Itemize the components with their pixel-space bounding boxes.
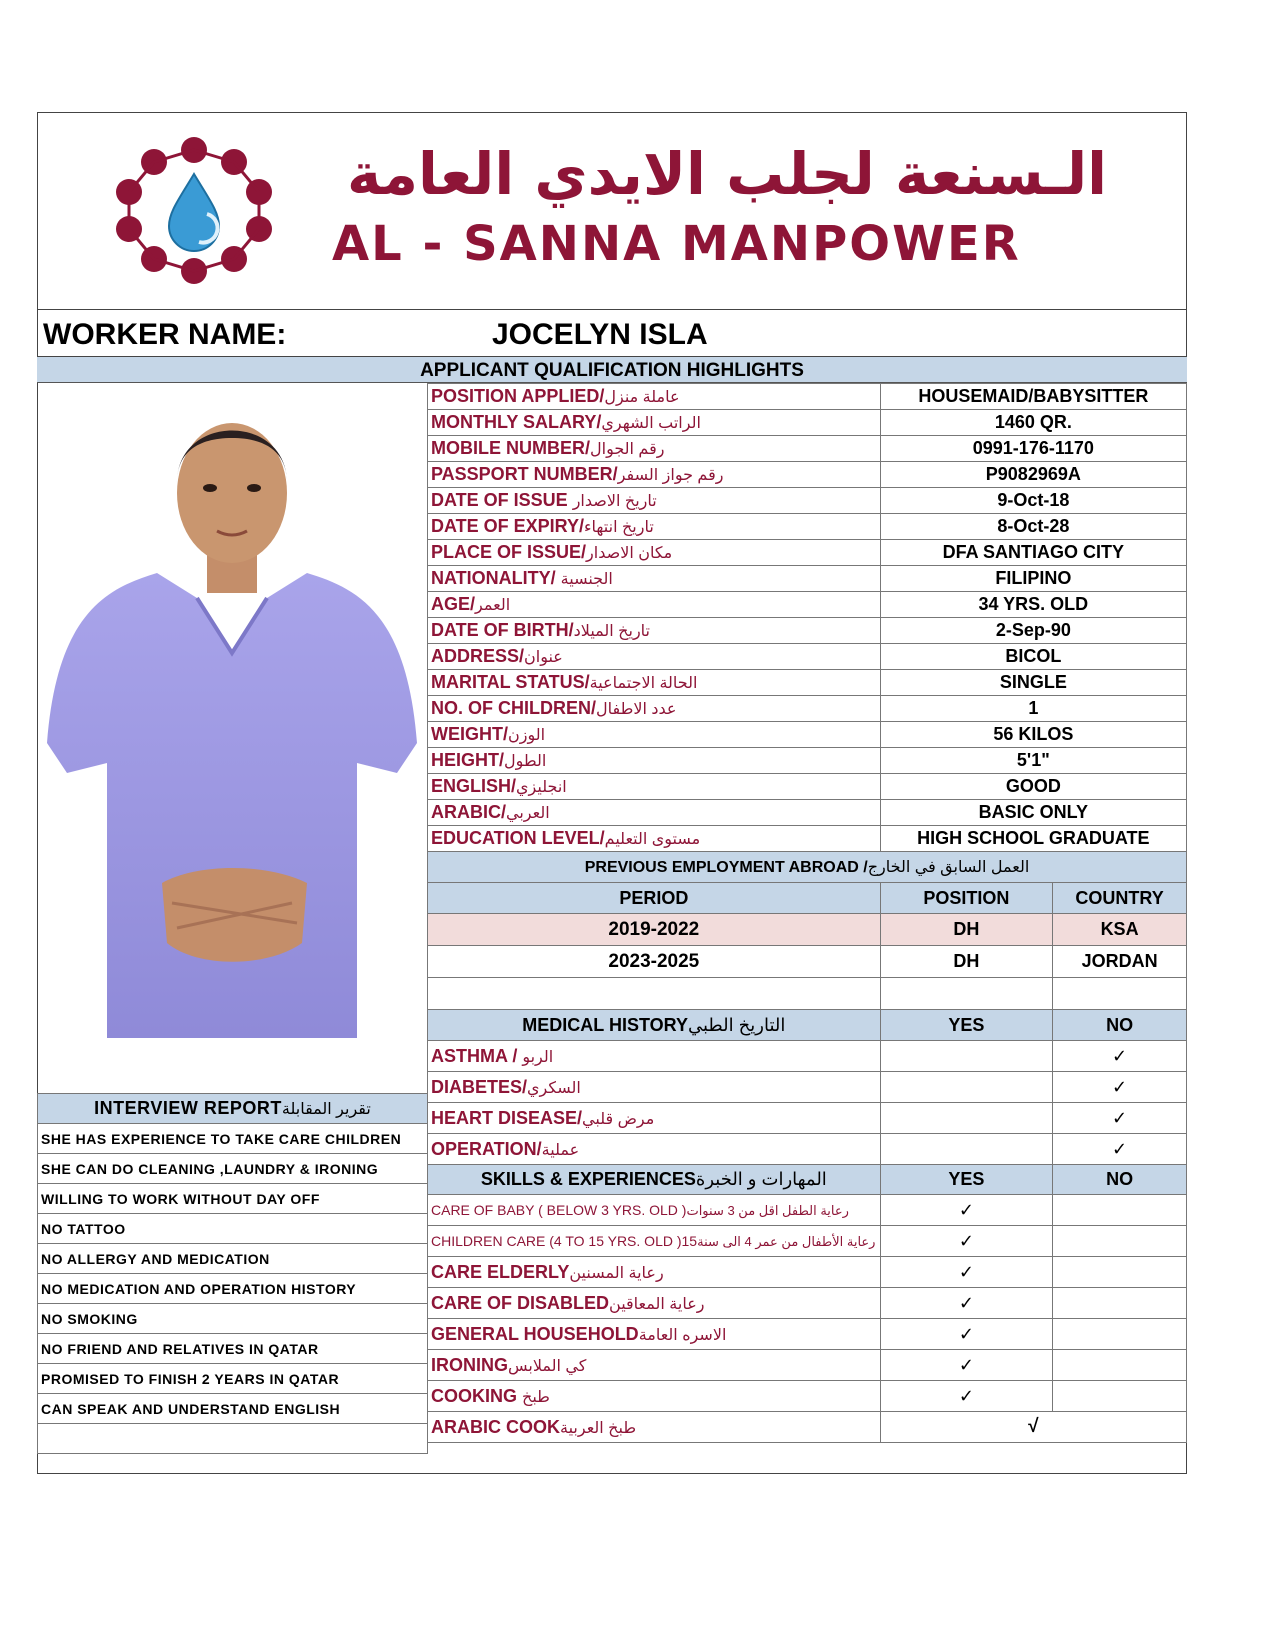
worker-name-value: JOCELYN ISLA — [492, 318, 708, 351]
skill-row — [428, 1257, 1187, 1288]
detail-label-arabic: عاملة منزل — [604, 389, 680, 406]
interview-item: NO SMOKING — [38, 1304, 428, 1334]
skills-title: SKILLS & EXPERIENCES — [480, 1169, 696, 1189]
skill-no-mark — [1053, 1226, 1187, 1257]
skill-label — [428, 1381, 881, 1412]
skill-label — [428, 1257, 881, 1288]
detail-label-arabic: انجليزي — [516, 779, 567, 796]
detail-label-arabic: الحالة الاجتماعية — [589, 675, 698, 692]
medical-label-text: HEART DISEASE/ — [431, 1107, 583, 1128]
medical-row — [428, 1072, 1187, 1103]
skill-label — [428, 1412, 881, 1443]
detail-label — [428, 826, 881, 852]
medical-yes-mark — [880, 1103, 1052, 1134]
detail-label-arabic: عنوان — [524, 649, 563, 666]
medical-no-mark: ✓ — [1053, 1041, 1187, 1072]
medical-label — [428, 1072, 881, 1103]
detail-label-arabic: مستوى التعليم — [604, 831, 701, 848]
detail-label — [428, 618, 881, 644]
detail-row — [428, 410, 1187, 436]
interview-report-heading — [38, 1094, 428, 1124]
employment-row — [428, 946, 1187, 978]
applicant-photo — [37, 383, 427, 1093]
interview-item: CAN SPEAK AND UNDERSTAND ENGLISH — [38, 1394, 428, 1424]
medical-label-text: ASTHMA / — [431, 1045, 523, 1066]
company-name-arabic: الـسنعة لجلب الايدي العامة — [346, 140, 1108, 208]
detail-label-text: DATE OF ISSUE — [431, 490, 573, 510]
medical-no-mark: ✓ — [1053, 1134, 1187, 1165]
skill-label-text: CARE OF DISABLED — [431, 1292, 610, 1313]
detail-value: BASIC ONLY — [880, 800, 1186, 826]
detail-label-arabic: العربي — [506, 805, 550, 822]
detail-label-text: DATE OF BIRTH/ — [431, 620, 574, 640]
skills-no-header: NO — [1053, 1165, 1187, 1195]
skill-label-arabic: رعاية المعاقين — [609, 1295, 705, 1313]
skill-label — [428, 1226, 881, 1257]
detail-label-text: ENGLISH/ — [431, 776, 517, 796]
employment-title-arabic: العمل السابق في الخارج — [867, 859, 1030, 876]
detail-row — [428, 488, 1187, 514]
medical-no-mark: ✓ — [1053, 1072, 1187, 1103]
detail-label-text: HEIGHT/ — [431, 750, 505, 770]
detail-label — [428, 644, 881, 670]
employment-period: 2023-2025 — [428, 946, 881, 978]
detail-value: 9-Oct-18 — [880, 488, 1186, 514]
employment-col-position: POSITION — [880, 883, 1052, 914]
employment-col-country: COUNTRY — [1053, 883, 1187, 914]
detail-value: GOOD — [880, 774, 1186, 800]
medical-row — [428, 1103, 1187, 1134]
skill-row — [428, 1288, 1187, 1319]
detail-row — [428, 748, 1187, 774]
skill-row — [428, 1350, 1187, 1381]
skill-yes-mark: ✓ — [880, 1350, 1052, 1381]
detail-value: FILIPINO — [880, 566, 1186, 592]
detail-label — [428, 410, 881, 436]
detail-label-text: ARABIC/ — [431, 802, 506, 822]
detail-row — [428, 462, 1187, 488]
skill-row-arabic-cook — [428, 1412, 1187, 1443]
detail-value: 5'1" — [880, 748, 1186, 774]
detail-label-text: MONTHLY SALARY/ — [431, 412, 602, 432]
medical-label-arabic: عملية — [541, 1141, 580, 1159]
detail-value: 56 KILOS — [880, 722, 1186, 748]
skill-row — [428, 1195, 1187, 1226]
detail-row — [428, 826, 1187, 852]
detail-label-text: WEIGHT/ — [431, 724, 508, 744]
detail-label-text: MOBILE NUMBER/ — [431, 438, 590, 458]
medical-label — [428, 1041, 881, 1072]
detail-label-text: PASSPORT NUMBER/ — [431, 464, 618, 484]
detail-row — [428, 670, 1187, 696]
detail-row — [428, 800, 1187, 826]
detail-label-arabic: تاريخ انتهاء — [584, 519, 654, 536]
detail-value: HIGH SCHOOL GRADUATE — [880, 826, 1186, 852]
detail-label-arabic: رقم جواز السفر — [617, 467, 724, 484]
skill-row — [428, 1226, 1187, 1257]
detail-label — [428, 488, 881, 514]
employment-row-empty — [428, 978, 1187, 1010]
medical-row — [428, 1134, 1187, 1165]
detail-row — [428, 514, 1187, 540]
interview-item: NO FRIEND AND RELATIVES IN QATAR — [38, 1334, 428, 1364]
medical-no-header: NO — [1053, 1010, 1187, 1041]
skill-label-text: COOKING — [431, 1385, 523, 1406]
employment-title: PREVIOUS EMPLOYMENT ABROAD / — [584, 859, 868, 876]
detail-label-arabic: تاريخ الميلاد — [573, 623, 651, 640]
skill-no-mark — [1053, 1288, 1187, 1319]
detail-label — [428, 670, 881, 696]
skill-yes-mark: ✓ — [880, 1288, 1052, 1319]
medical-label-arabic: الربو — [522, 1048, 554, 1066]
medical-title-arabic: التاريخ الطبي — [687, 1014, 786, 1035]
skill-row — [428, 1381, 1187, 1412]
worker-name-label: WORKER NAME: — [43, 318, 287, 351]
skills-heading — [428, 1165, 881, 1195]
detail-label-text: ADDRESS/ — [431, 646, 525, 666]
detail-label-text: AGE/ — [431, 594, 476, 614]
skill-row — [428, 1319, 1187, 1350]
detail-label — [428, 722, 881, 748]
skill-label — [428, 1288, 881, 1319]
skills-title-arabic: المهارات و الخبرة — [695, 1169, 827, 1189]
skill-label-text: CARE ELDERLY — [431, 1261, 570, 1282]
skill-label-arabic: طبخ — [522, 1388, 550, 1406]
interview-item: WILLING TO WORK WITHOUT DAY OFF — [38, 1184, 428, 1214]
employment-row — [428, 914, 1187, 946]
skill-label — [428, 1319, 881, 1350]
medical-no-mark: ✓ — [1053, 1103, 1187, 1134]
company-header — [37, 112, 1187, 310]
skill-label-text: GENERAL HOUSEHOLD — [431, 1323, 639, 1344]
arabic-cook-mark: √ — [880, 1412, 1186, 1443]
detail-value: BICOL — [880, 644, 1186, 670]
detail-value: 2-Sep-90 — [880, 618, 1186, 644]
company-logo-icon — [99, 134, 289, 284]
detail-value: HOUSEMAID/BABYSITTER — [880, 384, 1186, 410]
skill-label-arabic: رعاية المسنين — [569, 1264, 664, 1282]
medical-row — [428, 1041, 1187, 1072]
interview-item: NO TATTOO — [38, 1214, 428, 1244]
detail-label — [428, 384, 881, 410]
detail-row — [428, 540, 1187, 566]
employment-country: KSA — [1053, 914, 1187, 946]
detail-label-text: MARITAL STATUS/ — [431, 672, 590, 692]
medical-label — [428, 1134, 881, 1165]
detail-label-arabic: الطول — [504, 753, 547, 770]
skill-yes-mark: ✓ — [880, 1257, 1052, 1288]
skill-label-text: IRONING — [431, 1354, 509, 1375]
detail-label-text: EDUCATION LEVEL/ — [431, 828, 605, 848]
detail-label — [428, 696, 881, 722]
skill-no-mark — [1053, 1319, 1187, 1350]
interview-item: SHE CAN DO CLEANING ,LAUNDRY & IRONING — [38, 1154, 428, 1184]
applicant-details-table — [427, 383, 1187, 1443]
detail-row — [428, 618, 1187, 644]
detail-label — [428, 748, 881, 774]
skill-label-arabic: طبخ العربية — [560, 1419, 637, 1437]
skill-label — [428, 1195, 881, 1226]
skill-no-mark — [1053, 1195, 1187, 1226]
employment-col-period: PERIOD — [428, 883, 881, 914]
medical-label-arabic: مرض قلبي — [582, 1110, 655, 1128]
detail-label — [428, 774, 881, 800]
skill-yes-mark: ✓ — [880, 1319, 1052, 1350]
employment-country: JORDAN — [1053, 946, 1187, 978]
detail-label-arabic: تاريخ الاصدار — [572, 493, 657, 510]
skill-no-mark — [1053, 1381, 1187, 1412]
interview-report-table — [37, 1093, 428, 1454]
worker-name-row — [37, 310, 1187, 357]
employment-period: 2019-2022 — [428, 914, 881, 946]
detail-value: 8-Oct-28 — [880, 514, 1186, 540]
detail-value: SINGLE — [880, 670, 1186, 696]
detail-label — [428, 566, 881, 592]
employment-heading — [428, 852, 1187, 883]
detail-row — [428, 774, 1187, 800]
detail-label-arabic: الراتب الشهري — [601, 415, 701, 432]
qualification-highlights-heading: APPLICANT QUALIFICATION HIGHLIGHTS — [37, 357, 1187, 383]
interview-title-arabic: تقرير المقابلة — [281, 1101, 371, 1118]
skill-label-arabic: رعاية الأطفال من عمر 4 الى سنة — [697, 1233, 876, 1249]
detail-label-arabic: رقم الجوال — [590, 441, 665, 458]
detail-row — [428, 644, 1187, 670]
detail-row — [428, 592, 1187, 618]
detail-row — [428, 384, 1187, 410]
detail-label — [428, 592, 881, 618]
detail-row — [428, 722, 1187, 748]
interview-item-empty — [38, 1424, 428, 1454]
medical-yes-mark — [880, 1041, 1052, 1072]
detail-label-arabic: الجنسية — [560, 571, 613, 588]
medical-heading — [428, 1010, 881, 1041]
detail-label-text: NO. OF CHILDREN/ — [431, 698, 596, 718]
skill-yes-mark: ✓ — [880, 1195, 1052, 1226]
detail-label-text: PLACE OF ISSUE/ — [431, 542, 587, 562]
medical-label-arabic: السكري — [527, 1079, 581, 1097]
interview-title: INTERVIEW REPORT — [94, 1098, 282, 1118]
detail-label-arabic: مكان الاصدار — [586, 545, 673, 562]
medical-yes-mark — [880, 1134, 1052, 1165]
detail-value: 0991-176-1170 — [880, 436, 1186, 462]
detail-label-text: NATIONALITY/ — [431, 568, 561, 588]
detail-value: 1 — [880, 696, 1186, 722]
detail-label-text: DATE OF EXPIRY/ — [431, 516, 585, 536]
skill-label — [428, 1350, 881, 1381]
skill-yes-mark: ✓ — [880, 1226, 1052, 1257]
detail-label-text: POSITION APPLIED/ — [431, 386, 605, 406]
detail-value: 1460 QR. — [880, 410, 1186, 436]
detail-label — [428, 514, 881, 540]
skill-label-arabic: رعاية الطفل اقل من 3 سنوات — [686, 1202, 849, 1218]
employment-position: DH — [880, 946, 1052, 978]
skill-label-arabic: كي الملابس — [508, 1357, 587, 1375]
employment-position: DH — [880, 914, 1052, 946]
skill-label-text: CARE OF BABY ( BELOW 3 YRS. OLD ) — [431, 1201, 687, 1218]
medical-label-text: DIABETES/ — [431, 1076, 528, 1097]
detail-label — [428, 436, 881, 462]
detail-label — [428, 540, 881, 566]
interview-item: PROMISED TO FINISH 2 YEARS IN QATAR — [38, 1364, 428, 1394]
interview-item: NO ALLERGY AND MEDICATION — [38, 1244, 428, 1274]
detail-label-arabic: الوزن — [508, 727, 546, 744]
detail-row — [428, 566, 1187, 592]
interview-item: NO MEDICATION AND OPERATION HISTORY — [38, 1274, 428, 1304]
skill-no-mark — [1053, 1257, 1187, 1288]
medical-title: MEDICAL HISTORY — [522, 1014, 688, 1035]
interview-item: SHE HAS EXPERIENCE TO TAKE CARE CHILDREN — [38, 1124, 428, 1154]
detail-label — [428, 462, 881, 488]
applicant-portrait-image — [37, 383, 427, 1093]
detail-value: DFA SANTIAGO CITY — [880, 540, 1186, 566]
skill-label-text: ARABIC COOK — [431, 1416, 560, 1437]
detail-label-arabic: عدد الاطفال — [596, 701, 677, 718]
detail-value: 34 YRS. OLD — [880, 592, 1186, 618]
medical-label — [428, 1103, 881, 1134]
skill-label-arabic: الاسره العامة — [638, 1326, 727, 1344]
skill-yes-mark: ✓ — [880, 1381, 1052, 1412]
detail-value: P9082969A — [880, 462, 1186, 488]
medical-yes-mark — [880, 1072, 1052, 1103]
detail-label — [428, 800, 881, 826]
skill-no-mark — [1053, 1350, 1187, 1381]
medical-yes-header: YES — [880, 1010, 1052, 1041]
detail-label-arabic: العمر — [475, 597, 511, 614]
detail-row — [428, 436, 1187, 462]
detail-row — [428, 696, 1187, 722]
skill-label-text: CHILDREN CARE (4 TO 15 YRS. OLD )15 — [431, 1232, 698, 1249]
company-name-english: AL - SANNA MANPOWER — [332, 216, 1021, 272]
medical-label-text: OPERATION/ — [431, 1138, 542, 1159]
skills-yes-header: YES — [880, 1165, 1052, 1195]
